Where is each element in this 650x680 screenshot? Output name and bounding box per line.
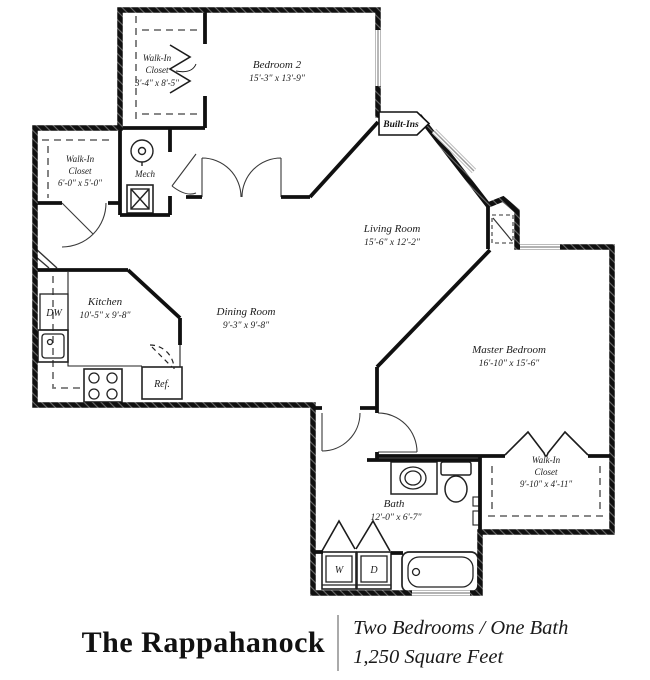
plan-subtitle-line2: 1,250 Square Feet: [353, 646, 504, 668]
living-label: Living Room: [363, 223, 421, 235]
washer-label: W: [334, 565, 344, 576]
closet-entry-label-2: Closet: [68, 166, 92, 176]
dishwasher-label: DW: [46, 308, 62, 319]
title-divider: [337, 615, 339, 671]
dining-label: Dining Room: [216, 306, 276, 318]
bath-dims: 12'-0" x 6'-7": [370, 513, 422, 523]
plan-subtitle-line1: Two Bedrooms / One Bath: [353, 617, 569, 640]
dryer-label: D: [370, 565, 378, 576]
kitchen-dims: 10'-5" x 9'-8": [79, 311, 131, 321]
closet-entry-label-1: Walk-In: [65, 154, 95, 164]
dining-dims: 9'-3" x 9'-8": [222, 321, 270, 331]
master-label: Master Bedroom: [472, 344, 546, 356]
living-dims: 15'-6" x 12'-2": [364, 238, 420, 248]
mech-label: Mech: [135, 169, 155, 179]
title-block: [0, 606, 650, 680]
plan-title: The Rappahanock: [81, 626, 326, 659]
window-bath-south: [412, 591, 470, 596]
refrigerator-label: Ref.: [154, 379, 170, 390]
closet-master-dims: 9'-10" x 4'-11": [519, 479, 573, 489]
built-ins-label: Built-Ins: [383, 120, 419, 130]
window-master-north: [520, 245, 560, 250]
closet-b2-label-2: Closet: [145, 65, 169, 75]
kitchen-label: Kitchen: [87, 296, 123, 308]
master-dims: 16'-10" x 15'-6": [478, 359, 540, 369]
window-bedroom2-east: [376, 30, 381, 86]
bedroom2-dims: 15'-3" x 13'-9": [249, 74, 305, 84]
closet-b2-label-1: Walk-In: [142, 53, 172, 63]
bedroom2-label: Bedroom 2: [252, 59, 302, 71]
closet-b2-dims: 3'-4" x 8'-5": [135, 78, 179, 88]
built-ins-tag: [379, 112, 429, 135]
closet-entry-dims: 6'-0" x 5'-0": [58, 178, 102, 188]
closet-master-label-2: Closet: [534, 467, 558, 477]
bath-label: Bath: [383, 498, 405, 510]
closet-master-label-1: Walk-In: [531, 455, 561, 465]
plan-subtitle: [353, 614, 568, 671]
